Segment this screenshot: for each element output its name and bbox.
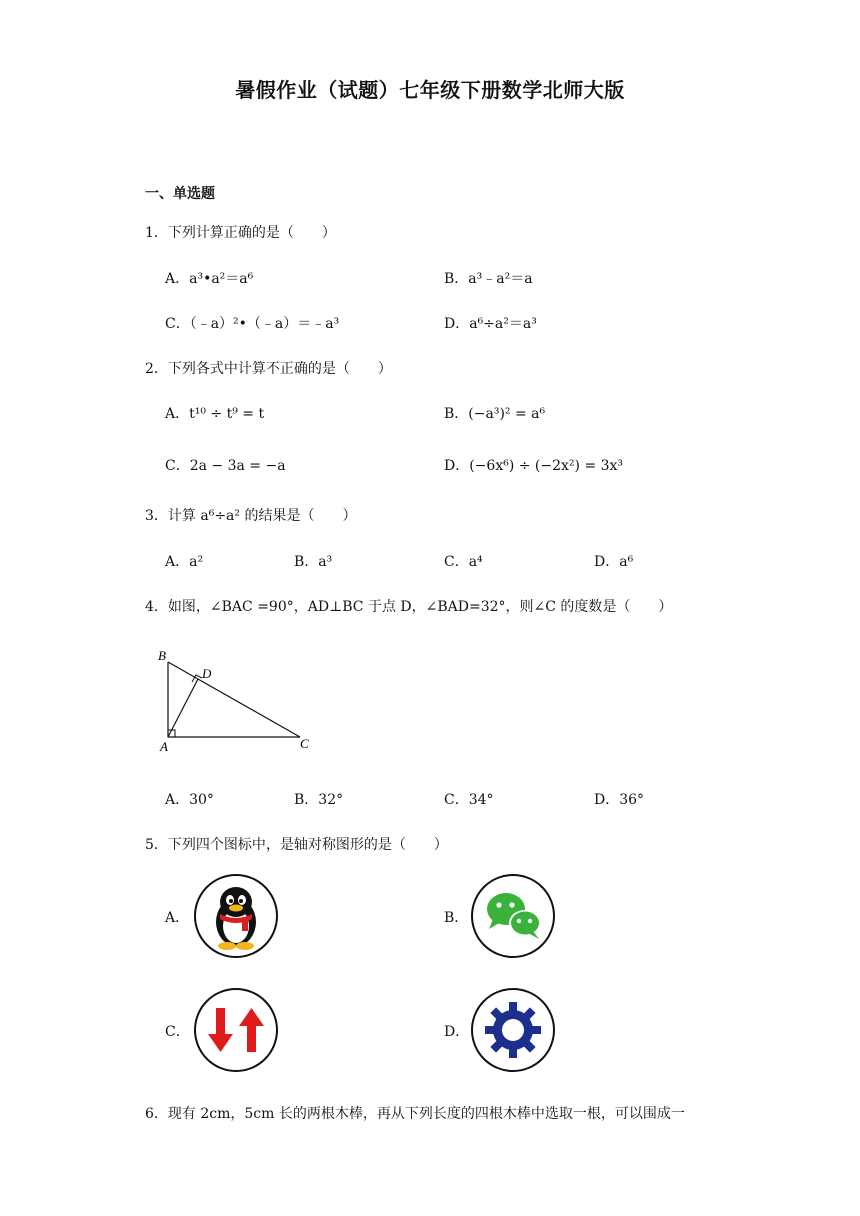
question-3-option-a: A．a²: [165, 554, 204, 570]
question-2-stem: 2．下列各式中计算不正确的是（ ）: [145, 361, 392, 377]
penguin-icon: [194, 874, 278, 958]
question-4-option-c: C．34°: [444, 792, 494, 808]
question-2-option-d: D．(−6x⁶) ÷ (−2x²) = 3x³: [444, 458, 624, 474]
question-3-stem: 3．计算 a⁶÷a² 的结果是（ ）: [145, 508, 357, 524]
question-4-stem: 4．如图，∠BAC =90°，AD⊥BC 于点 D，∠BAD=32°，则∠C 的度数是（ ）: [145, 599, 673, 615]
question-5-option-a: A．: [165, 910, 190, 926]
question-1-option-b: B．a³﹣a²＝a: [444, 271, 533, 287]
question-4-option-d: D．36°: [594, 792, 645, 808]
question-3-option-d: D．a⁶: [594, 554, 634, 570]
question-5-option-c: C．: [165, 1024, 190, 1040]
question-5-option-d: D．: [444, 1024, 470, 1040]
question-2-option-a: A．t¹⁰ ÷ t⁹ = t: [165, 406, 265, 422]
question-1-option-a: A．a³•a²＝a⁶: [165, 271, 254, 287]
question-4-option-a: A．30°: [165, 792, 214, 808]
question-2-option-b: B．(−a³)² = a⁶: [444, 406, 546, 422]
arrows-up-down-icon: [194, 988, 278, 1072]
question-4-option-b: B．32°: [294, 792, 344, 808]
question-5-stem: 5．下列四个图标中，是轴对称图形的是（ ）: [145, 837, 448, 853]
label-b: B: [158, 648, 166, 663]
question-3-option-b: B．a³: [294, 554, 333, 570]
question-2-option-c: C．2a − 3a = −a: [165, 458, 286, 474]
question-1-stem: 1．下列计算正确的是（ ）: [145, 225, 336, 241]
gear-icon: [471, 988, 555, 1072]
question-6-stem: 6．现有 2cm，5cm 长的两根木棒，再从下列长度的四根木棒中选取一根，可以围成一: [145, 1106, 685, 1122]
question-1-option-c: C．（﹣a）²•（﹣a）＝﹣a³: [165, 316, 340, 332]
wechat-icon: [471, 874, 555, 958]
page-title: 暑假作业（试题）七年级下册数学北师大版: [235, 78, 625, 102]
label-d: D: [202, 666, 212, 681]
question-1-option-d: D．a⁶÷a²＝a³: [444, 316, 537, 332]
label-a: A: [160, 739, 168, 754]
section-heading: 一、单选题: [145, 186, 215, 202]
question-5-option-b: B．: [444, 910, 469, 926]
triangle-figure: [150, 644, 330, 756]
label-c: C: [300, 736, 309, 751]
question-3-option-c: C．a⁴: [444, 554, 483, 570]
